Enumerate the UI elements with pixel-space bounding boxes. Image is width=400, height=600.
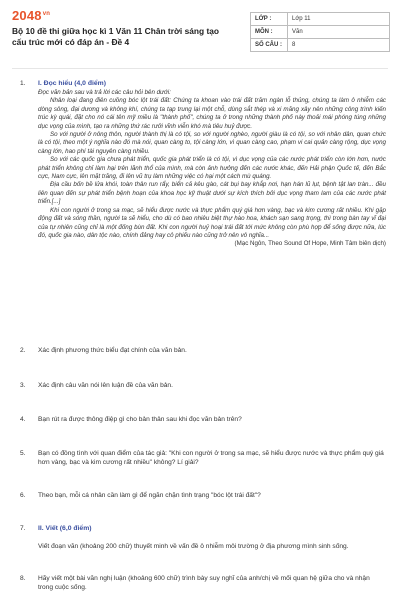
section-title-reading: I. Đọc hiểu (4,0 điểm) — [38, 80, 106, 87]
question-text: Viết đoạn văn (khoảng 200 chữ) thuyết minh về vấn đề ô nhiễm môi trường ở địa phương mình sinh sống. — [38, 543, 349, 550]
document-title: Bộ 10 đề thi giữa học kì 1 Văn 11 Chân trời sáng tạo cấu trúc mới có đáp án - Đề 4 — [12, 26, 220, 47]
question-text: Xác định phương thức biểu đạt chính của văn bản. — [38, 347, 187, 354]
passage-intro: Đọc văn bản sau và trả lời các câu hỏi bên dưới: — [38, 89, 171, 96]
question-text: Xác định câu văn nói lên luận đề của văn bản. — [38, 382, 173, 389]
passage-paragraph: So với người ở nông thôn, người thành thị là có tội, so với người nghèo, người giàu là có tội, so với nhân dân, quan chức là có tội, theo một ý nghĩa nào đó mà nói, quan càng to, tội càng lớn, vì quan càng cao, phạm vi cai quản càng rộng, dục vọng càng lớn, hao phí tài nguyên càng nhiều. — [38, 131, 386, 155]
question-number: 2. — [20, 347, 26, 354]
question-number: 8. — [20, 575, 26, 582]
subject-value: Văn — [288, 26, 390, 39]
reading-passage — [38, 89, 386, 249]
question-number: 4. — [20, 416, 26, 423]
count-value: 8 — [288, 39, 390, 52]
passage-paragraph: Nhân loại đang điên cuồng bóc lột trái đất: Chúng ta khoan vào trái đất trăm ngàn lỗ thủng, chúng ta làm ô nhiễm các dòng sông, đại dương và không khí, chúng ta tạp trung lại một chỗ, dùng sắt thép và xi măng xây nên những công trình kiến trúc kỳ quái, đặt cho nó cái tên mỹ miều là "thành phố", chúng ta ở trong những thành phố này thoải mái phóng túng những dục vọng của mình, tạo ra những thứ rác rưởi vĩnh viễn khó mà tiêu huỷ được. — [38, 97, 386, 130]
question-text: Hãy viết một bài văn nghị luận (khoảng 600 chữ) trình bày suy nghĩ của anh/chị về mối quan hệ giữa cho và nhận trong cuộc sống. — [38, 575, 370, 591]
passage-paragraph: Địa cầu bốn bề lửa khói, toàn thân run rẩy, biển cả kêu gào, cát bụi bay khắp nơi, hạn hán lũ lụt, bệnh tật lan tràn... đều liên quan đến sự phát triển bệnh hoạn của khoa học kỹ thuật dưới sự kích thích bởi dục vọng tham lam của các nước phát triển.[...] — [38, 181, 386, 206]
count-label: SỐ CÂU : — [251, 39, 288, 52]
question-number: 5. — [20, 450, 26, 457]
section-title-writing: II. Viết (6,0 điểm) — [38, 525, 92, 532]
logo-brand: 2048 — [12, 8, 42, 23]
question-number: 6. — [20, 492, 26, 499]
question-text: Theo bạn, mỗi cá nhân cần làm gì để ngăn chặn tình trạng "bóc lột trái đất"? — [38, 492, 261, 499]
question-number: 7. — [20, 525, 26, 532]
passage-source: (Mạc Ngôn, Theo Sound Of Hope, Minh Tâm biên dịch) — [234, 240, 386, 248]
grade-label: LỚP : — [251, 13, 288, 26]
subject-label: MÔN : — [251, 26, 288, 39]
question-number: 3. — [20, 382, 26, 389]
question-number: 1. — [20, 80, 26, 87]
question-text: Bạn rút ra được thông điệp gì cho bản thân sau khi đọc văn bản trên? — [38, 416, 242, 423]
passage-paragraph: So với các quốc gia chưa phát triển, quốc gia phát triển là có tội, vì dục vọng của các nước phát triển còn lớn hơn, nước phát triển không chỉ làm hại trên lãnh thổ của mình, mà còn ảnh hưởng đến các nước khác, đến Hải phận Quốc tế, đến Bắc cực, Nam cực, lên mặt trăng, đi lên vũ trụ làm những việc có hại một cách mù quáng. — [38, 156, 386, 181]
passage-paragraph: Khi con người ở trong sa mạc, sẽ hiểu được nước và thực phẩm quý giá hơn vàng, bạc và kim cương rất nhiều. Khi gặp động đất và sóng thần, người ta sẽ hiểu, cho dù có bao nhiêu biệt thự hào hoa, khách sạn sang trọng, thì trong bàn tay vĩ đại của tự nhiên cũng chỉ là một đống bùn đất. Khi con người huỷ hoại trái đất tới mức không còn phù hợp để sống được nữa, lúc đó, quốc gia nào, dân tộc nào, chính đảng hay cô phiếu nào cũng trở nên vô nghĩa... — [38, 206, 386, 239]
logo-suffix: vn — [42, 10, 51, 17]
grade-value: Lớp 11 — [288, 13, 390, 26]
question-text: Bạn có đồng tình với quan điểm của tác giả: "Khi con người ở trong sa mạc, sẽ hiểu được nước và thực phẩm quý giá hơn vàng, bạc và kim cương rất nhiều" không? Lí giải? — [38, 450, 384, 466]
